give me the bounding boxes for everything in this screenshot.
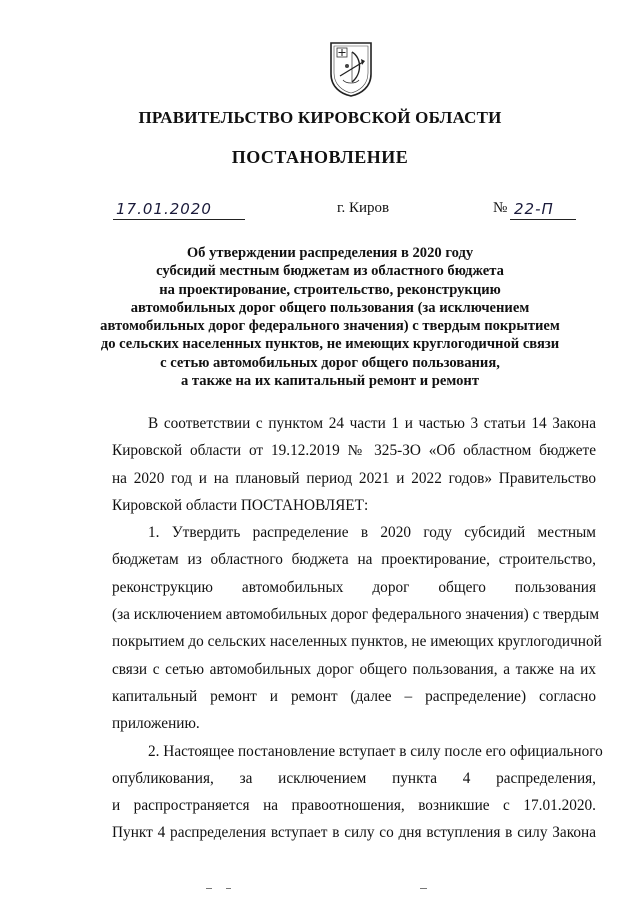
body-line: Кировской области ПОСТАНОВЛЯЕТ: <box>112 496 369 514</box>
scan-artifacts <box>0 888 640 894</box>
body-line: бюджетам из областного бюджета на проектирование, строительство, <box>112 551 596 569</box>
document-type: ПОСТАНОВЛЕНИЕ <box>231 147 409 167</box>
number-label: № <box>493 200 508 216</box>
document-number: 22-П <box>514 200 554 218</box>
subject-line: Об утверждении распределения в 2020 году <box>186 245 474 261</box>
body-line: капитальный ремонт и ремонт (далее – распределение) согласно <box>112 687 596 705</box>
body-line: опубликования, за исключением пункта 4 распределения, <box>112 769 596 787</box>
body-line: Пункт 4 распределения вступает в силу со дня вступления в силу Закона <box>112 824 596 842</box>
document-date: 17.01.2020 <box>116 200 212 218</box>
body-line: реконструкцию автомобильных дорог общего пользования <box>112 578 596 596</box>
number-field <box>510 197 576 220</box>
body-line: связи с сетью автомобильных дорог общего пользования, а также на их <box>112 660 596 678</box>
date-field <box>113 197 245 220</box>
subject-line: с сетью автомобильных дорог общего пользования, <box>160 354 500 371</box>
body-line: Кировской области от 19.12.2019 № 325-ЗО «Об областном бюджете <box>112 442 596 460</box>
body-line: (за исключением автомобильных дорог федерального значения) с твердым <box>112 606 600 624</box>
subject-line: автомобильных дорог федерального значения) с твердым покрытием <box>100 318 560 335</box>
body-line: 1. Утвердить распределение в 2020 году субсидий местным <box>148 524 596 542</box>
document-meta <box>0 197 640 223</box>
subject-line: субсидий местным бюджетам из областного бюджета <box>156 263 504 280</box>
government-name: ПРАВИТЕЛЬСТВО КИРОВСКОЙ ОБЛАСТИ <box>138 108 502 127</box>
document-body <box>112 410 603 847</box>
body-line: В соответствии с пунктом 24 части 1 и частью 3 статьи 14 Закона <box>148 415 596 432</box>
body-line: 2. Настоящее постановление вступает в силу после его официального <box>148 742 603 760</box>
kirov-coat-of-arms-icon <box>328 40 374 98</box>
body-line: на 2020 год и на плановый период 2021 и 2022 годов» Правительство <box>112 469 596 487</box>
subject-line: до сельских населенных пунктов, не имеющих круглогодичной связи <box>100 336 560 353</box>
city-label: г. Киров <box>337 200 390 216</box>
subject-line: на проектирование, строительство, реконструкцию <box>159 281 501 298</box>
subject-line: а также на их капитальный ремонт и ремонт <box>180 373 479 390</box>
body-line: покрытием до сельских населенных пунктов, не имеющих круглогодичной <box>112 633 602 651</box>
body-line: и распространяется на правоотношения, возникшие с 17.01.2020. <box>112 797 596 815</box>
document-subject <box>100 244 560 390</box>
subject-line: автомобильных дорог общего пользования (за исключением <box>130 299 530 316</box>
body-line: приложению. <box>112 715 200 733</box>
